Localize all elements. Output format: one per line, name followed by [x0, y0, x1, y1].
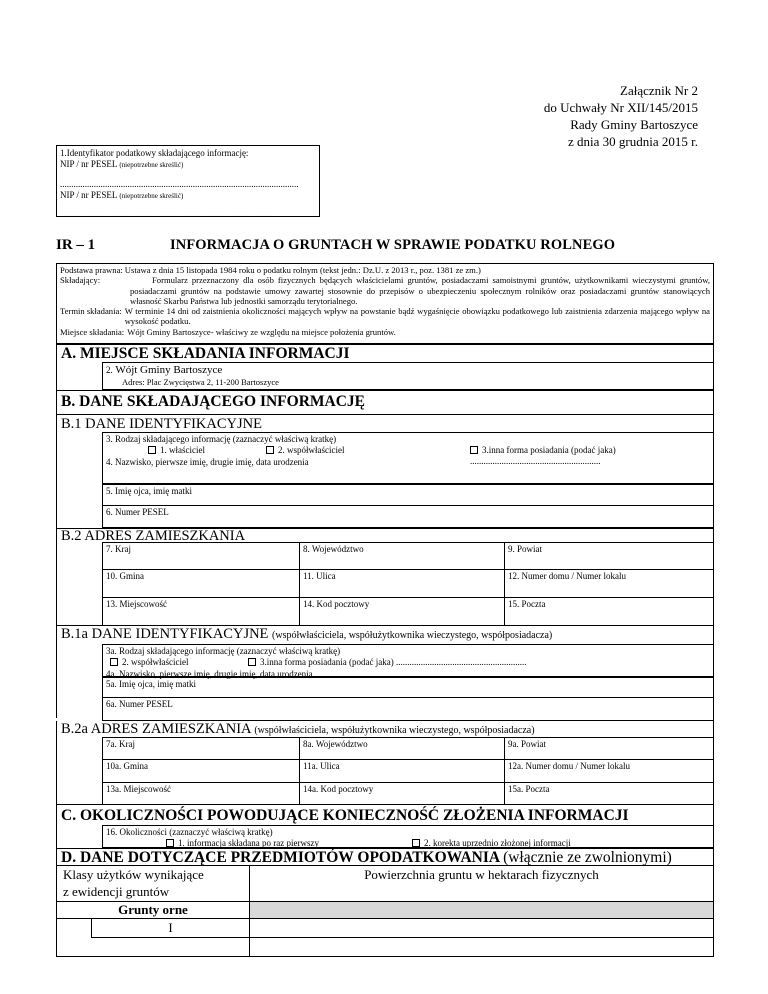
identifier-box [56, 145, 320, 217]
section-c-title: C. OKOLICZNOŚCI POWODUJĄCE KONIECZNOŚĆ ZŁOŻENIA INFORMACJI [56, 805, 714, 825]
field-13a-box[interactable] [102, 782, 300, 805]
filer-key: Składający: [60, 275, 101, 286]
filer-text: Formularz przeznaczony dla osób fizycznych będących właścicielami gruntów, posiadaczami samoistnymi gruntów, użytkownikami wieczystymi gruntów, posiadaczami gruntów na podstawie umowy zawartej stosownie do przepisów o ubezpieczeniu społecznym rolników oraz posiadaczami gruntów stanowiących własność Skarbu Państwa lub jednostki samorządu terytorialnego. [130, 275, 710, 306]
checkbox-other[interactable] [470, 446, 478, 454]
checkbox-owner[interactable] [148, 446, 156, 454]
field-8a-label: 8a. Województwo [303, 739, 368, 749]
b2a-title-note: (współwłaściciela, współużytkownika wieczystego, współposiadacza) [254, 725, 535, 736]
field-15a-label: 15a. Poczta [508, 784, 550, 794]
annex-line-4: z dnia 30 grudnia 2015 r. [568, 134, 698, 149]
field-6a-box[interactable] [102, 697, 714, 721]
field-15-label: 15. Poczta [508, 599, 546, 609]
land-table [56, 865, 714, 957]
row-1-class-label: I [91, 919, 249, 938]
checkbox-other-a[interactable] [248, 658, 256, 666]
field-7-box[interactable] [102, 542, 300, 570]
checkbox-correction[interactable] [412, 839, 420, 847]
option-first-time-label: 1. informacja składana po raz pierwszy [178, 838, 319, 848]
place-text: Wójt Gminy Bartoszyce- właściwy ze względu na miejsce położenia gruntów. [127, 326, 396, 337]
form-title: INFORMACJA O GRUNTACH W SPRAWIE PODATKU ROLNEGO [170, 237, 616, 253]
field-5-box[interactable] [102, 484, 714, 506]
b2-margin [56, 542, 102, 626]
field-11a-box[interactable] [299, 759, 505, 783]
b2a-title [56, 721, 714, 737]
col-class-line-1: Klasy użytków wynikające [63, 867, 204, 882]
nip-note-1: (niepotrzebne skreślić) [119, 161, 184, 169]
field-12-label: 12. Numer domu / Numer lokalu [508, 571, 626, 581]
nip-note-2: (niepotrzebne skreślić) [119, 192, 184, 200]
field-7a-box[interactable] [102, 737, 300, 760]
land-table-row-1 [57, 919, 250, 956]
b1a-title [56, 626, 714, 644]
basis-text: Ustawa z dnia 15 listopada 1984 roku o podatku rolnym (tekst jedn.: Dz.U. z 2013 r., poz. 1381 ze zm.) [124, 265, 481, 275]
field-14a-box[interactable] [299, 782, 505, 805]
field-5-label: 5. Imię ojca, imię matki [106, 486, 192, 496]
office-address: Adres: Plac Zwycięstwa 2, 11-200 Bartoszyce [122, 377, 279, 387]
land-table-subheader-row [57, 901, 713, 919]
section-a-title: A. MIEJSCE SKŁADANIA INFORMACJI [56, 344, 714, 362]
field-2-number: 2. [106, 365, 113, 375]
field-8a-box[interactable] [299, 737, 505, 760]
field-4-input[interactable] [102, 462, 714, 484]
annex-line-1: Załącznik Nr 2 [620, 83, 698, 98]
field-2-value: Wójt Gminy Bartoszyce [115, 364, 223, 376]
field-11a-label: 11a. Ulica [303, 761, 340, 771]
section-a-margin [56, 362, 102, 390]
field-11-label: 11. Ulica [303, 571, 336, 581]
option-other-a[interactable] [248, 657, 526, 668]
option-coowner[interactable] [266, 445, 345, 456]
field-6a-label: 6a. Numer PESEL [106, 699, 173, 709]
section-c-margin [56, 825, 102, 848]
deadline-text: W terminie 14 dni od zaistnienia okoliczności mających wpływ na powstanie bądź wygaśnięcie obowiązku podatkowego lub zaistnienia zdarzenia mającego wpływ na wysokość podatku. [124, 306, 710, 327]
field-16-label: 16. Okoliczności (zaznaczyć właściwą kratkę) [106, 827, 273, 837]
option-coowner-label: 2. współwłaściciel [278, 445, 345, 455]
nip-label-2: NIP / nr PESEL [60, 190, 118, 200]
deadline-key: Termin składania: [60, 306, 122, 317]
annex-line-3: Rady Gminy Bartoszyce [570, 117, 698, 132]
field-7-label: 7. Kraj [106, 544, 131, 554]
checkbox-coowner[interactable] [266, 446, 274, 454]
checkbox-first-time[interactable] [166, 839, 174, 847]
form-code: IR – 1 [56, 237, 96, 253]
field-4a-label: 4a. Nazwisko, pierwsze imię, drugie imię, data urodzenia [106, 669, 313, 679]
field-8-label: 8. Województwo [303, 544, 364, 554]
section-d-title [56, 848, 714, 866]
field-3-label: 3. Rodzaj składającego informację (zaznaczyć właściwą kratkę) [106, 434, 337, 444]
field-6-box[interactable] [102, 506, 714, 528]
field-3-box [102, 432, 714, 467]
option-coowner-a-label: 2. współwłaściciel [122, 657, 189, 667]
section-d-title-text: D. DANE DOTYCZĄCE PRZEDMIOTÓW OPODATKOWANIA [61, 849, 500, 866]
field-16-box [102, 825, 714, 848]
b1a-margin [56, 644, 102, 718]
identifier-field-1[interactable]: .......................................................................................................... [60, 179, 299, 189]
field-14-label: 14. Kod pocztowy [303, 599, 370, 609]
field-9a-label: 9a. Powiat [508, 739, 546, 749]
field-15a-box[interactable] [504, 782, 714, 805]
land-table-col-class [57, 866, 250, 902]
field-14-box[interactable] [299, 597, 505, 626]
section-d-title-note: (włącznie ze zwolnionymi) [503, 849, 672, 866]
identifier-label: 1.Identyfikator podatkowy składającego informację: [60, 148, 249, 158]
b2a-title-text: B.2a ADRES ZAMIESZKANIA [61, 721, 251, 737]
place-key: Miejsce składania: [60, 326, 125, 337]
col-class-line-2: z ewidencji gruntów [63, 884, 170, 899]
b1a-title-note: (współwłaściciela, współużytkownika wieczystego, współposiadacza) [272, 630, 553, 641]
land-table-col-area: Powierzchnia gruntu w hektarach fizycznych [364, 867, 599, 882]
field-5a-label: 5a. Imię ojca, imię matki [106, 679, 196, 689]
b1-margin [56, 432, 102, 528]
field-12a-box[interactable] [504, 759, 714, 783]
nip-label-1: NIP / nr PESEL [60, 159, 118, 169]
option-other-a-label: 3.inna forma posiadania (podać jaka) .......................................................... [260, 657, 527, 667]
option-owner-label: 1. właściciel [160, 445, 205, 455]
field-12a-label: 12a. Numer domu / Numer lokalu [508, 761, 630, 771]
field-10a-label: 10a. Gmina [106, 761, 148, 771]
option-correction-label: 2. korekta uprzednio złożonej informacji [424, 838, 571, 848]
section-b-title: B. DANE SKŁADAJĄCEGO INFORMACJĘ [56, 390, 714, 414]
field-10a-box[interactable] [102, 759, 300, 783]
field-10-box[interactable] [102, 569, 300, 598]
b2-title: B.2 ADRES ZAMIESZKANIA [56, 528, 714, 542]
field-13-label: 13. Miejscowość [106, 599, 167, 609]
field-5a-box[interactable] [102, 677, 714, 698]
option-coowner-a[interactable] [110, 657, 189, 668]
field-15-box[interactable] [504, 597, 714, 626]
field-3a-box [102, 644, 714, 679]
basis-key: Podstawa prawna: [60, 265, 123, 275]
field-4-label: 4. Nazwisko, pierwsze imię, drugie imię, data urodzenia [106, 457, 309, 467]
field-9-label: 9. Powiat [508, 544, 543, 554]
b1-title: B.1 DANE IDENTYFIKACYJNE [56, 414, 714, 432]
b2a-margin [56, 737, 102, 805]
field-14a-label: 14a. Kod pocztowy [303, 784, 374, 794]
field-7a-label: 7a. Kraj [106, 739, 135, 749]
field-9-box[interactable] [504, 542, 714, 570]
field-6-label: 6. Numer PESEL [106, 507, 169, 517]
option-owner[interactable] [148, 445, 205, 456]
row-1-area-input[interactable] [250, 919, 713, 938]
field-10-label: 10. Gmina [106, 571, 144, 581]
field-11-box[interactable] [299, 569, 505, 598]
field-9a-box[interactable] [504, 737, 714, 760]
field-2-box[interactable] [102, 362, 714, 390]
annex-line-2: do Uchwały Nr XII/145/2015 [543, 100, 698, 115]
subheader-arable-land: Grunty orne [57, 902, 250, 918]
field-12-box[interactable] [504, 569, 714, 598]
field-3a-label: 3a. Rodzaj składającego informację (zaznaczyć właściwą kratkę) [106, 646, 341, 656]
field-13-box[interactable] [102, 597, 300, 626]
checkbox-coowner-a[interactable] [110, 658, 118, 666]
annex-header [520, 82, 698, 150]
b1a-title-text: B.1a DANE IDENTYFIKACYJNE [61, 626, 269, 642]
identifier-field-2[interactable]: ……………………………………………………………… [60, 209, 276, 219]
option-other-label: 3.inna forma posiadania (podać jaka) .......................................................... [470, 445, 616, 466]
field-8-box[interactable] [299, 542, 505, 570]
field-13a-label: 13a. Miejscowość [106, 784, 171, 794]
legal-basis-box [56, 263, 714, 344]
